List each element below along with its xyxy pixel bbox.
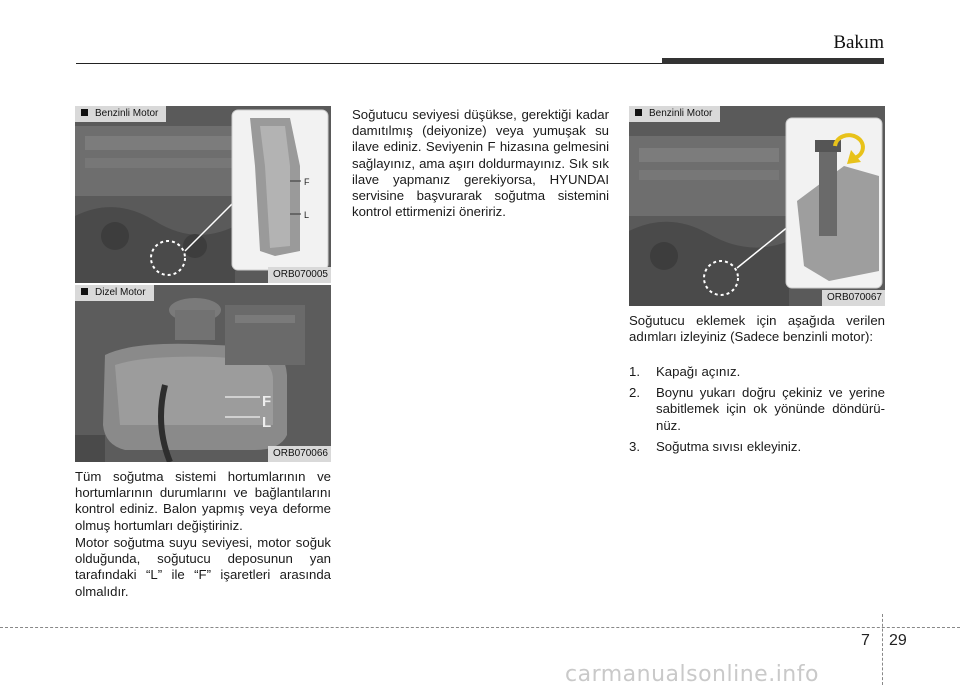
watermark: carmanualsonline.info xyxy=(565,662,819,687)
chapter-number: 7 xyxy=(861,632,870,649)
figure-diesel-engine-reservoir xyxy=(75,285,331,462)
paragraph-coolant-level: Motor soğutma suyu seviyesi, motor soğuk olduğunda, soğutucu deposunun yan tarafındaki “L” ile “F” işaretleri arasında olmalıdır. xyxy=(75,535,331,599)
figure-tag: Benzinli Motor xyxy=(75,106,166,122)
mark-f: F xyxy=(304,177,310,187)
engine-illustration xyxy=(75,285,331,462)
engine-illustration xyxy=(629,106,885,306)
paragraph-steps-intro: Soğutucu eklemek için aşağıda verilen adımları izleyiniz (Sadece benzinli motor): xyxy=(629,313,885,345)
header-rule xyxy=(76,63,666,64)
figure-code: ORB070005 xyxy=(268,267,331,283)
figure-gasoline-cap-open xyxy=(629,106,885,306)
figure-tag: Dizel Motor xyxy=(75,285,154,301)
mark-l: L xyxy=(262,414,272,431)
paragraph-hoses: Tüm soğutma sistemi hortumlarının ve hortumlarının durumlarını ve bağlantılarını kontrol ediniz. Balon yapmış veya deforme olmuş hortumları değiştiriniz. xyxy=(75,469,331,533)
section-title: Bakım xyxy=(833,32,884,53)
figure-code: ORB070067 xyxy=(822,290,885,306)
footer-divider xyxy=(882,614,883,685)
mark-f: F xyxy=(262,393,272,410)
paragraph-add-coolant: Soğutucu seviyesi düşükse, gerektiği kadar damıtılmış (deiyonize) veya yumuşak su ilave ediniz. Seviyenin F hizasına gelmesini sağlayınız, ama aşırı doldurmayınız. Sık sık ilave yapmanız gerekiyorsa, HYUNDAI servisine başvurarak soğutma sistemini kontrol ettirmenizi öneririz. xyxy=(352,107,609,220)
header-rule-accent xyxy=(662,58,884,64)
mark-l: L xyxy=(304,210,310,220)
engine-illustration xyxy=(75,106,331,283)
footer-rule xyxy=(0,627,960,628)
figure-gasoline-engine-reservoir xyxy=(75,106,331,283)
figure-tag: Benzinli Motor xyxy=(629,106,720,122)
figure-code: ORB070066 xyxy=(268,446,331,462)
list-item: 1. Kapağı açınız. xyxy=(629,364,741,379)
page-number: 29 xyxy=(889,632,907,649)
list-item: 2. Boynu yukarı doğru çekiniz ve yerine sabitlemek için ok yönünde döndürünüz. xyxy=(629,385,885,433)
list-item: 3. Soğutma sıvısı ekleyiniz. xyxy=(629,438,802,454)
steps-list xyxy=(629,364,885,460)
